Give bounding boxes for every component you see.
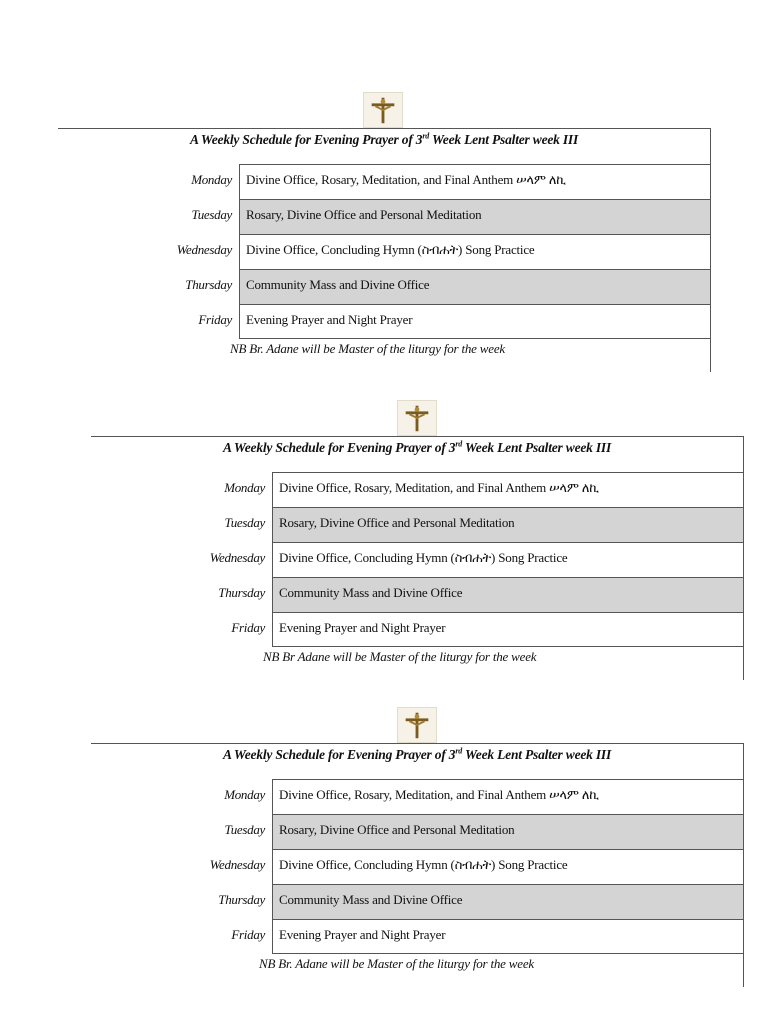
activity-cell: Divine Office, Rosary, Meditation, and Final Anthem ሠላም ለኪ: [239, 164, 710, 199]
activity-cell: Evening Prayer and Night Prayer: [272, 919, 743, 954]
activity-cell: Divine Office, Concluding Hymn (ስብሐት) Song Practice: [272, 849, 743, 884]
activity-cell: Divine Office, Rosary, Meditation, and Final Anthem ሠላም ለኪ: [272, 472, 743, 507]
schedule-note: NB Br Adane will be Master of the liturgy for the week: [263, 649, 537, 664]
day-label: Thursday: [218, 585, 265, 600]
schedule-note: NB Br. Adane will be Master of the liturgy for the week: [259, 956, 534, 971]
day-label: Tuesday: [224, 515, 265, 530]
activity-cell: Community Mass and Divine Office: [272, 577, 743, 612]
day-label: Friday: [198, 312, 232, 327]
activity-cell: Community Mass and Divine Office: [272, 884, 743, 919]
schedule-title: A Weekly Schedule for Evening Prayer of 3rd Week Lent Psalter week III: [189, 131, 579, 147]
day-label: Wednesday: [176, 242, 232, 257]
activity-cell: Divine Office, Concluding Hymn (ስብሐት) Song Practice: [239, 234, 710, 269]
schedule-frame: [91, 743, 744, 987]
schedule-row-wednesday: [91, 849, 743, 884]
day-label: Tuesday: [224, 822, 265, 837]
day-label: Monday: [191, 172, 232, 187]
day-label: Monday: [224, 787, 265, 802]
day-label: Thursday: [218, 892, 265, 907]
schedule-row-friday: [91, 919, 743, 954]
schedule-title: A Weekly Schedule for Evening Prayer of 3rd Week Lent Psalter week III: [222, 439, 612, 455]
day-label: Tuesday: [191, 207, 232, 222]
day-label: Wednesday: [209, 550, 265, 565]
schedule-row-tuesday: [91, 814, 743, 849]
day-label: Thursday: [185, 277, 232, 292]
activity-cell: Rosary, Divine Office and Personal Meditation: [272, 507, 743, 542]
day-label: Wednesday: [209, 857, 265, 872]
day-label: Friday: [231, 927, 265, 942]
activity-cell: Evening Prayer and Night Prayer: [239, 304, 710, 339]
schedule-row-monday: [91, 779, 743, 814]
activity-cell: Divine Office, Concluding Hymn (ስብሐት) Song Practice: [272, 542, 743, 577]
schedule-row-thursday: [91, 884, 743, 919]
schedule-title: A Weekly Schedule for Evening Prayer of 3rd Week Lent Psalter week III: [222, 746, 612, 762]
franciscan-cross-icon: [397, 707, 437, 743]
activity-cell: Community Mass and Divine Office: [239, 269, 710, 304]
activity-cell: Evening Prayer and Night Prayer: [272, 612, 743, 647]
activity-cell: Rosary, Divine Office and Personal Meditation: [272, 814, 743, 849]
day-label: Friday: [231, 620, 265, 635]
schedule-note: NB Br. Adane will be Master of the liturgy for the week: [230, 341, 505, 356]
activity-cell: Divine Office, Rosary, Meditation, and Final Anthem ሠላም ለኪ: [272, 779, 743, 814]
day-label: Monday: [224, 480, 265, 495]
activity-cell: Rosary, Divine Office and Personal Meditation: [239, 199, 710, 234]
